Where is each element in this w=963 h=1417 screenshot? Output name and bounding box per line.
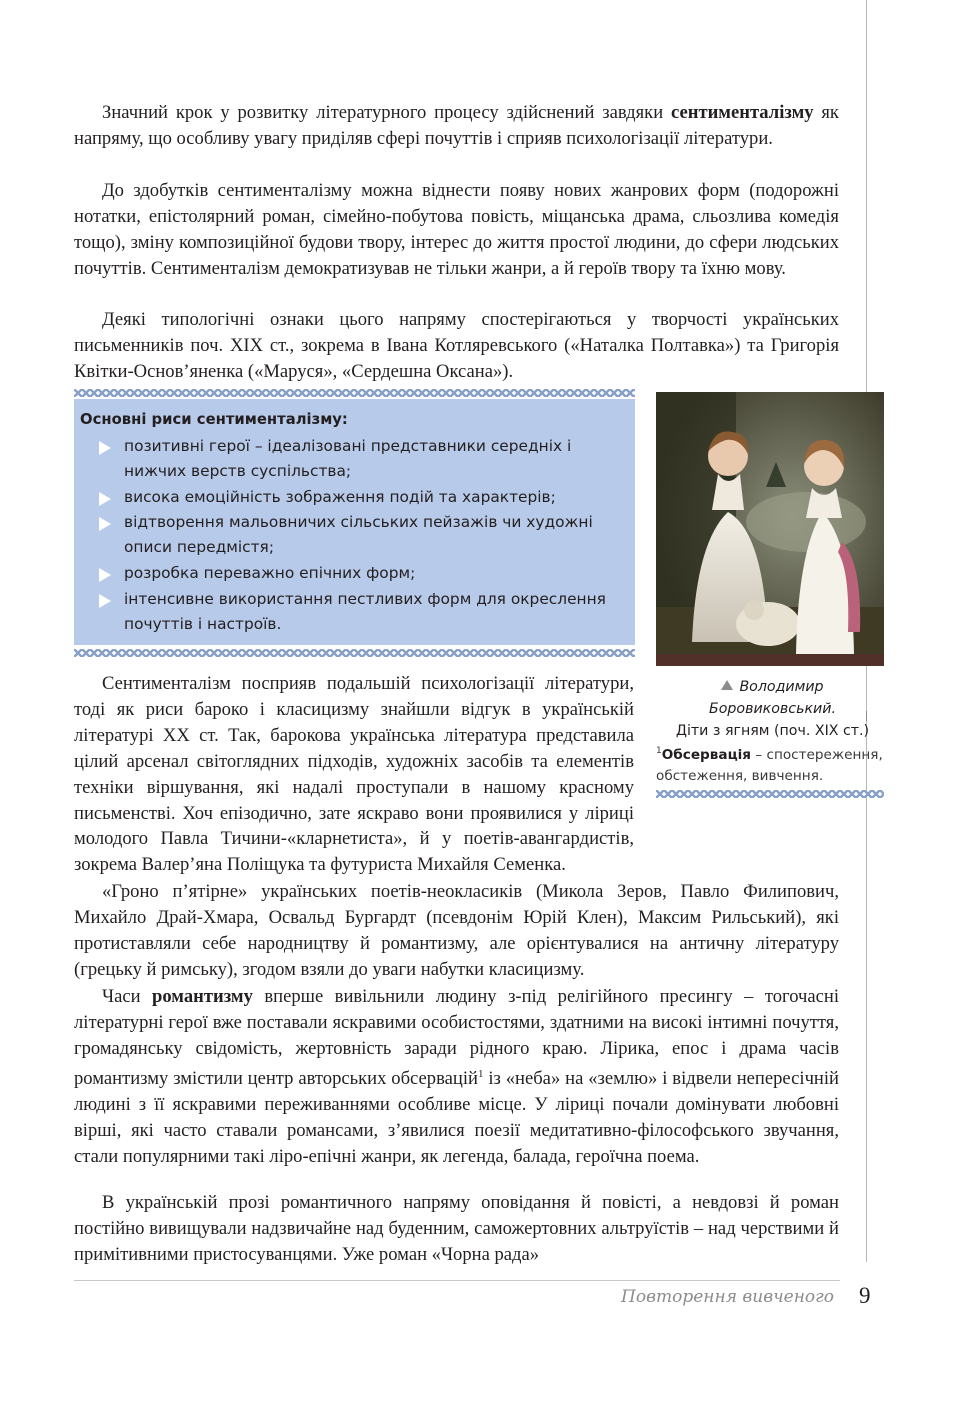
box-bottom-border bbox=[74, 649, 635, 657]
paragraph-romanticism: Часи романтизму вперше вивільнили людину з-під релігійного пресингу – тогочасні літературні герої вже поставали яскравими особистостями, здатними на високі інтимні почуття, громадянську свідомість, жертовність заради рідного краю. Лірика, епос і драма часів романтизму змістили центр авторських обсервацій$^1$ із «неба» на «землю» і відвели непересічній людині з її яскравими переживаннями особливе місце. У ліриці почали домінувати любовні вірші, які часто ставали романсами, з’явилися поезії медитативно-філософського звучання, стали популярними такі ліро-епічні жанри, як легенда, балада, героїчна поема. bbox=[74, 986, 839, 1167]
caption-author-line: Володимир Боровиковський. bbox=[709, 679, 836, 717]
paragraph-baroque-classicism: Сентименталізм посприяв подальшій психологізації літератури, тоді як риси бароко і класицизму знайшли відгук в українській літературі ХХ ст. Так, барокова українська література представила цілий арсенал світоглядних підходів, художніх засобів та елементів техніки віршування, які надалі проступали в нашому красному письменстві. Хоч епізодично, зате яскраво вони проявилися у ліриці молодого Павла Тичини-«кларнетиста», й у поетів-авангардистів, зокрема Валер’яна Поліщука та футуриста Михайля Семенка. bbox=[74, 673, 634, 876]
list-item: розробка переважно епічних форм; bbox=[80, 561, 625, 586]
footnote-ref[interactable]: 1 bbox=[477, 1067, 484, 1080]
list-item: висока емоційність зображення подій та характерів; bbox=[80, 485, 625, 510]
triangle-up-icon bbox=[721, 680, 733, 690]
footnote-border bbox=[656, 790, 884, 798]
sentimentalism-features-box bbox=[74, 399, 635, 645]
paragraph-sentimentalism-achievements: До здобутків сентименталізму можна віднести появу нових жанрових форм (подорожні нотатки, епістолярний роман, сімейно-побутова повість, міщанська драма, сльозлива комедія тощо), зміну композиційної будови твору, інтерес до життя простої людини, до сфери людських почуттів. Сентименталізм демократизував не тільки жанри, а й героїв твору та їхню мову. bbox=[74, 180, 839, 279]
painting-caption bbox=[660, 676, 885, 742]
footer-section-title: Повторення вивченого bbox=[621, 1287, 834, 1307]
features-box-title: Основні риси сентименталізму: bbox=[80, 411, 348, 428]
triangle-right-icon bbox=[99, 441, 111, 455]
footer-rule bbox=[74, 1280, 840, 1281]
term-romanticism: романтизму bbox=[152, 986, 253, 1007]
footnote: $^1$Обсервація – спостереження, обстеження, вивчення. bbox=[656, 746, 883, 784]
margin-tick bbox=[866, 711, 867, 721]
list-item: позитивні герої – ідеалізовані представники середніх і нижчих верств суспільства; bbox=[80, 434, 625, 484]
list-item: інтенсивне використання пестливих форм для окреслення почуттів і настроїв. bbox=[80, 587, 625, 637]
features-list bbox=[80, 434, 625, 636]
triangle-right-icon bbox=[99, 517, 111, 531]
caption-title-line: Діти з ягням (поч. XIX ст.) bbox=[675, 723, 870, 739]
paragraph-romantic-prose: В українській прозі романтичного напряму оповідання й повісті, а невдовзі й роман постійно вивищували надзвичайне над буденним, саможертовних альтруїстів – над черствими й примітивними пристосуванцями. Уже роман «Чорна рада» bbox=[74, 1192, 839, 1265]
triangle-right-icon bbox=[99, 594, 111, 608]
paragraph-neoclassicists: «Гроно п’ятірне» українських поетів-неокласиків (Микола Зеров, Павло Филипович, Михайло Драй-Хмара, Освальд Бургардт (псевдонім Юрій Клен), Максим Рильський), які протиставляли себе народництву й романтизму, але орієнтувалися на античну літературу (грецьку й римську), згодом взяли до уваги набутки класицизму. bbox=[74, 881, 839, 980]
page-number: 9 bbox=[859, 1283, 871, 1308]
box-top-border bbox=[74, 389, 635, 397]
triangle-right-icon bbox=[99, 568, 111, 582]
list-item: відтворення мальовничих сільських пейзажів чи художні описи передмістя; bbox=[80, 510, 625, 560]
painting-children-with-lamb bbox=[656, 392, 884, 666]
triangle-right-icon bbox=[99, 492, 111, 506]
term-sentimentalism: сентименталізму bbox=[671, 102, 814, 123]
paragraph-typological-features: Деякі типологічні ознаки цього напряму спостерігаються у творчості українських письменників поч. XIX ст., зокрема в Івана Котляревського («Наталка Полтавка») та Григорія Квітки-Основ’яненка («Маруся», «Сердешна Оксана»). bbox=[74, 309, 839, 382]
paragraph-sentimentalism-intro: Значний крок у розвитку літературного процесу здійснений завдяки сентименталізму як напряму, що особливу увагу приділяв сфері почуттів і сприяв психологізації літератури. bbox=[74, 102, 839, 149]
